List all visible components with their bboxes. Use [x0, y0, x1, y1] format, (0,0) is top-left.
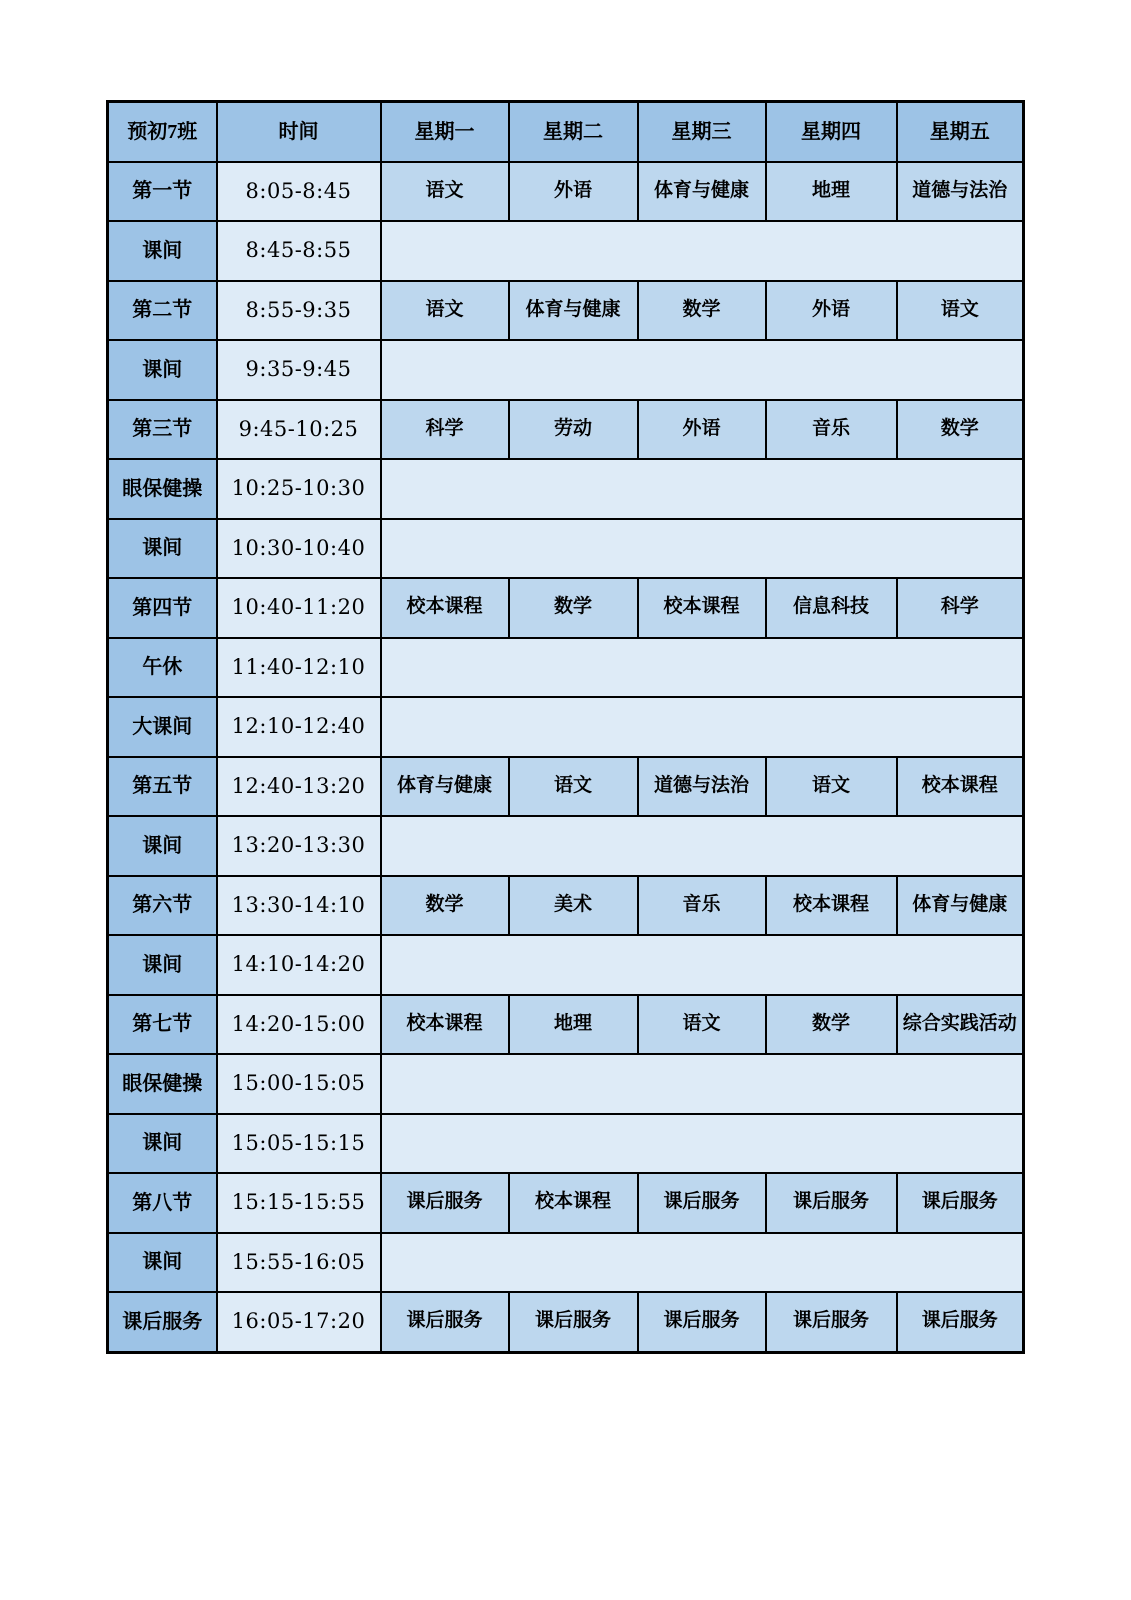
table-row	[108, 697, 1024, 757]
period-label-cell: 眼保健操	[108, 1054, 217, 1114]
table-row	[108, 578, 1024, 638]
subject-cell: 语文	[509, 757, 638, 817]
subject-cell: 地理	[766, 162, 897, 222]
period-label-cell: 课间	[108, 935, 217, 995]
break-empty-cell	[381, 1233, 1024, 1293]
break-empty-cell	[381, 340, 1024, 400]
tuesday-header: 星期二	[509, 102, 638, 162]
table-row	[108, 995, 1024, 1055]
subject-cell: 课后服务	[897, 1173, 1024, 1233]
subject-cell: 体育与健康	[638, 162, 766, 222]
period-label-cell: 大课间	[108, 697, 217, 757]
subject-cell: 语文	[897, 281, 1024, 341]
break-empty-cell	[381, 221, 1024, 281]
subject-cell: 校本课程	[381, 578, 509, 638]
subject-cell: 科学	[381, 400, 509, 460]
period-label-cell: 课后服务	[108, 1292, 217, 1352]
break-empty-cell	[381, 1054, 1024, 1114]
break-empty-cell	[381, 519, 1024, 579]
break-empty-cell	[381, 1114, 1024, 1174]
period-label-cell: 第八节	[108, 1173, 217, 1233]
time-cell: 15:55-16:05	[217, 1233, 381, 1293]
subject-cell: 课后服务	[638, 1173, 766, 1233]
table-row	[108, 1292, 1024, 1352]
subject-cell: 美术	[509, 876, 638, 936]
subject-cell: 语文	[381, 281, 509, 341]
break-empty-cell	[381, 638, 1024, 698]
subject-cell: 校本课程	[766, 876, 897, 936]
subject-cell: 外语	[766, 281, 897, 341]
subject-cell: 校本课程	[638, 578, 766, 638]
class-name-header: 预初7班	[108, 102, 217, 162]
time-cell: 12:40-13:20	[217, 757, 381, 817]
table-row	[108, 876, 1024, 936]
time-cell: 15:15-15:55	[217, 1173, 381, 1233]
subject-cell: 综合实践活动	[897, 995, 1024, 1055]
subject-cell: 地理	[509, 995, 638, 1055]
table-row	[108, 1054, 1024, 1114]
subject-cell: 校本课程	[897, 757, 1024, 817]
subject-cell: 数学	[509, 578, 638, 638]
subject-cell: 体育与健康	[897, 876, 1024, 936]
table-row	[108, 281, 1024, 341]
time-cell: 14:10-14:20	[217, 935, 381, 995]
period-label-cell: 课间	[108, 816, 217, 876]
subject-cell: 数学	[766, 995, 897, 1055]
time-cell: 15:05-15:15	[217, 1114, 381, 1174]
subject-cell: 数学	[638, 281, 766, 341]
table-row	[108, 340, 1024, 400]
subject-cell: 道德与法治	[638, 757, 766, 817]
time-cell: 8:05-8:45	[217, 162, 381, 222]
subject-cell: 语文	[638, 995, 766, 1055]
time-cell: 13:20-13:30	[217, 816, 381, 876]
class-schedule-table	[106, 100, 1025, 1354]
table-row	[108, 1173, 1024, 1233]
table-row	[108, 638, 1024, 698]
table-row	[108, 757, 1024, 817]
table-row	[108, 1233, 1024, 1293]
time-header: 时间	[217, 102, 381, 162]
wednesday-header: 星期三	[638, 102, 766, 162]
period-label-cell: 课间	[108, 1233, 217, 1293]
subject-cell: 课后服务	[638, 1292, 766, 1352]
table-row	[108, 935, 1024, 995]
time-cell: 14:20-15:00	[217, 995, 381, 1055]
table-row	[108, 459, 1024, 519]
table-row	[108, 221, 1024, 281]
time-cell: 12:10-12:40	[217, 697, 381, 757]
time-cell: 10:30-10:40	[217, 519, 381, 579]
subject-cell: 数学	[381, 876, 509, 936]
period-label-cell: 课间	[108, 519, 217, 579]
period-label-cell: 课间	[108, 340, 217, 400]
table-row	[108, 816, 1024, 876]
time-cell: 11:40-12:10	[217, 638, 381, 698]
subject-cell: 信息科技	[766, 578, 897, 638]
subject-cell: 外语	[509, 162, 638, 222]
subject-cell: 课后服务	[381, 1173, 509, 1233]
subject-cell: 劳动	[509, 400, 638, 460]
period-label-cell: 眼保健操	[108, 459, 217, 519]
subject-cell: 道德与法治	[897, 162, 1024, 222]
table-row	[108, 400, 1024, 460]
subject-cell: 校本课程	[381, 995, 509, 1055]
subject-cell: 语文	[766, 757, 897, 817]
period-label-cell: 午休	[108, 638, 217, 698]
subject-cell: 语文	[381, 162, 509, 222]
subject-cell: 校本课程	[509, 1173, 638, 1233]
time-cell: 8:45-8:55	[217, 221, 381, 281]
subject-cell: 课后服务	[381, 1292, 509, 1352]
break-empty-cell	[381, 816, 1024, 876]
time-cell: 10:40-11:20	[217, 578, 381, 638]
period-label-cell: 第二节	[108, 281, 217, 341]
table-row	[108, 1114, 1024, 1174]
subject-cell: 外语	[638, 400, 766, 460]
subject-cell: 课后服务	[509, 1292, 638, 1352]
header-row	[108, 102, 1024, 162]
period-label-cell: 课间	[108, 221, 217, 281]
time-cell: 10:25-10:30	[217, 459, 381, 519]
friday-header: 星期五	[897, 102, 1024, 162]
schedule-body	[108, 162, 1024, 1353]
monday-header: 星期一	[381, 102, 509, 162]
period-label-cell: 课间	[108, 1114, 217, 1174]
subject-cell: 课后服务	[766, 1292, 897, 1352]
table-row	[108, 162, 1024, 222]
break-empty-cell	[381, 697, 1024, 757]
period-label-cell: 第四节	[108, 578, 217, 638]
subject-cell: 音乐	[638, 876, 766, 936]
period-label-cell: 第一节	[108, 162, 217, 222]
break-empty-cell	[381, 935, 1024, 995]
subject-cell: 数学	[897, 400, 1024, 460]
subject-cell: 音乐	[766, 400, 897, 460]
time-cell: 9:35-9:45	[217, 340, 381, 400]
table-row	[108, 519, 1024, 579]
subject-cell: 课后服务	[897, 1292, 1024, 1352]
subject-cell: 体育与健康	[381, 757, 509, 817]
period-label-cell: 第六节	[108, 876, 217, 936]
subject-cell: 科学	[897, 578, 1024, 638]
time-cell: 8:55-9:35	[217, 281, 381, 341]
period-label-cell: 第三节	[108, 400, 217, 460]
period-label-cell: 第七节	[108, 995, 217, 1055]
subject-cell: 体育与健康	[509, 281, 638, 341]
period-label-cell: 第五节	[108, 757, 217, 817]
time-cell: 15:00-15:05	[217, 1054, 381, 1114]
time-cell: 13:30-14:10	[217, 876, 381, 936]
thursday-header: 星期四	[766, 102, 897, 162]
subject-cell: 课后服务	[766, 1173, 897, 1233]
break-empty-cell	[381, 459, 1024, 519]
time-cell: 16:05-17:20	[217, 1292, 381, 1352]
time-cell: 9:45-10:25	[217, 400, 381, 460]
